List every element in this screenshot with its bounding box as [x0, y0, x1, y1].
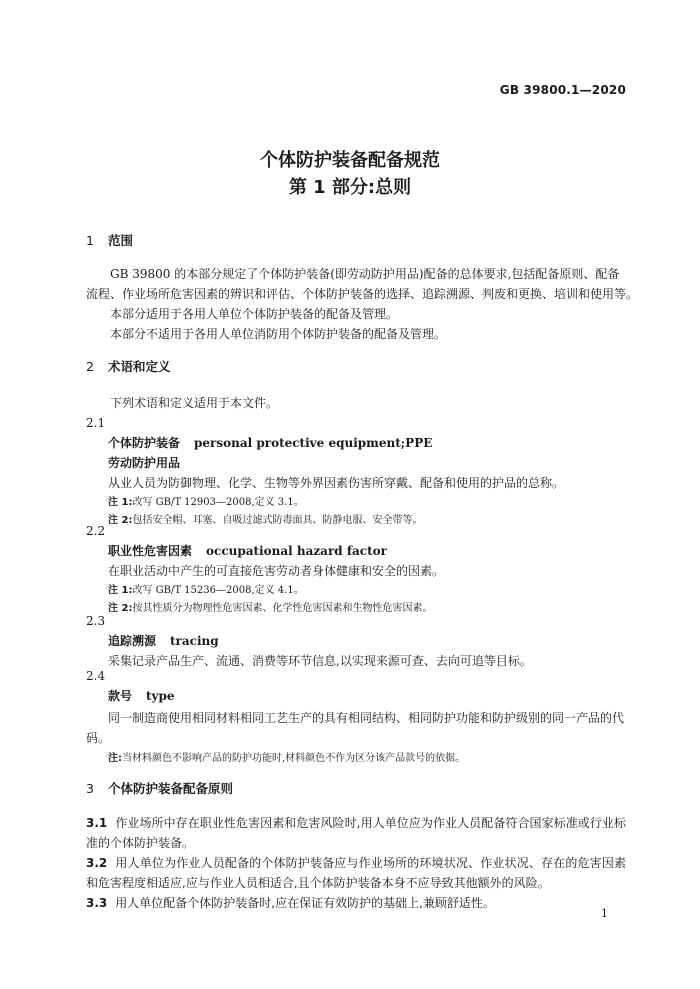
note: 注 2:按其性质分为物理性危害因素、化学性危害因素和生物性危害因素。 — [108, 603, 433, 614]
term-zh: 职业性危害因素 — [108, 544, 193, 558]
clause-3-2: 3.2 用人单位为作业人员配备的个体防护装备应与作业场所的环境状况、作业状况、存在的危害因素和危害程度相适应,应与作业人员相适合,且个体防护装备本身不应导致其他额外的风险。 — [86, 856, 626, 890]
note: 注 1:改写 GB/T 15236—2008,定义 4.1。 — [108, 585, 304, 596]
term-en: tracing — [170, 634, 219, 648]
note: 注:当材料颜色不影响产品的防护功能时,材料颜色不作为区分该产品款号的依据。 — [108, 753, 466, 764]
document-title: 个体防护装备配备规范 — [260, 150, 440, 171]
section-1-heading — [86, 233, 626, 249]
document-subtitle: 第 1 部分:总则 — [288, 177, 412, 198]
term-number: 2.1 — [86, 416, 106, 430]
section-number: 2 — [86, 359, 94, 374]
section-3-heading — [86, 781, 626, 797]
page-number: 1 — [601, 907, 608, 920]
paragraph: 下列术语和定义适用于本文件。 — [110, 396, 279, 410]
term-2-3 — [86, 613, 626, 669]
section-3-body — [86, 813, 626, 913]
term-2-4 — [86, 668, 626, 766]
term-2-2 — [86, 523, 626, 616]
note: 注 1:改写 GB/T 12903—2008,定义 3.1。 — [108, 497, 304, 508]
term-number: 2.3 — [86, 614, 106, 628]
term-definition: 在职业活动中产生的可直接危害劳动者身体健康和安全的因素。 — [108, 564, 445, 578]
clause-3-3: 3.3 用人单位配备个体防护装备时,应在保证有效防护的基础上,兼顾舒适性。 — [86, 896, 495, 910]
paragraph: 流程、作业场所危害因素的辨识和评估、个体防护装备的选择、追踪溯源、判废和更换、培训和使用等。 — [86, 287, 639, 301]
paragraph: GB 39800 的本部分规定了个体防护装备(即劳动防护用品)配备的总体要求,包括配备原则、配备 — [110, 267, 620, 281]
section-number: 1 — [86, 233, 94, 248]
term-zh: 追踪溯源 — [108, 634, 157, 648]
standard-code: GB 39800.1—2020 — [499, 83, 626, 97]
term-2-1 — [86, 415, 626, 528]
paragraph: 本部分不适用于各用人单位消防用个体防护装备的配备及管理。 — [110, 327, 447, 341]
section-1-body — [86, 264, 639, 344]
term-en: type — [146, 689, 175, 703]
term-en: personal protective equipment;PPE — [194, 436, 433, 450]
section-title: 术语和定义 — [108, 359, 171, 374]
term-number: 2.4 — [86, 669, 106, 683]
clause-3-1: 3.1 作业场所中存在职业性危害因素和危害风险时,用人单位应为作业人员配备符合国家标准或行业标准的个体防护装备。 — [86, 816, 626, 850]
term-en: occupational hazard factor — [206, 544, 387, 558]
term-zh: 款号 — [108, 689, 133, 703]
section-number: 3 — [86, 781, 94, 796]
term-number: 2.2 — [86, 524, 106, 538]
term-definition: 从业人员为防御物理、化学、生物等外界因素伤害所穿戴、配备和使用的护品的总称。 — [108, 476, 565, 490]
section-2-heading — [86, 359, 626, 375]
section-title: 范围 — [108, 233, 134, 248]
term-alt: 劳动防护用品 — [108, 456, 181, 470]
note: 注 2:包括安全帽、耳塞、自吸过滤式防毒面具、防静电服、安全带等。 — [108, 515, 423, 526]
paragraph: 本部分适用于各用人单位个体防护装备的配备及管理。 — [110, 307, 399, 321]
term-definition: 采集记录产品生产、流通、消费等环节信息,以实现来源可查、去向可追等目标。 — [108, 654, 532, 668]
section-title: 个体防护装备配备原则 — [108, 781, 234, 796]
term-definition: 同一制造商使用相同材料相同工艺生产的具有相同结构、相同防护功能和防护级别的同一产品的代码。 — [86, 711, 625, 745]
section-2-intro — [86, 393, 626, 413]
term-zh: 个体防护装备 — [108, 436, 181, 450]
